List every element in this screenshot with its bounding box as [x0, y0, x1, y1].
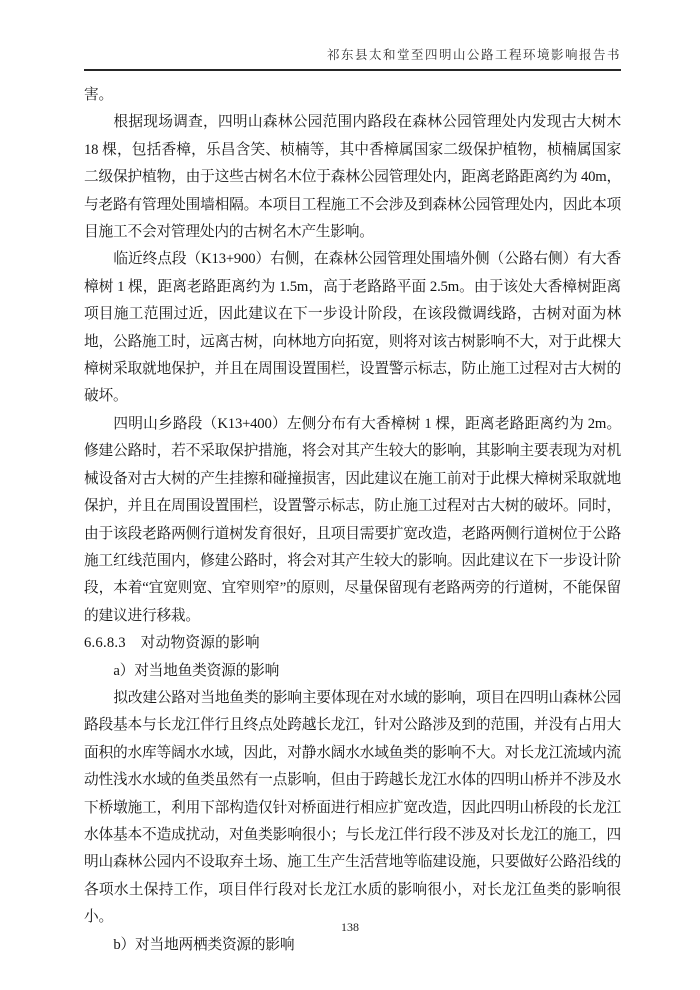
paragraph: 根据现场调查，四明山森林公园范围内路段在森林公园管理处内发现古大树木 18 棵，包括香樟，乐昌含笑、桢楠等，其中香樟属国家二级保护植物，桢楠属国家二级保护植物，由于这些古树名木位于森林公园管理处内，距离老路距离约为 40m，与老路有管理处围墙相隔。本项目工程施工不会涉及到森林公园管理处内，因此本项目施工不会对管理处内的古树名木产生影响。: [84, 114, 621, 241]
page-number: 138: [341, 920, 359, 934]
section-heading: 6.6.8.3 对动物资源的影响: [84, 635, 260, 652]
document-body: [84, 82, 621, 959]
paragraph: 四明山乡路段（K13+400）左侧分布有大香樟树 1 棵，距离老路距离约为 2m。修建公路时，若不采取保护措施，将会对其产生较大的影响，其影响主要表现为对机械设备对古大树的产生挂擦和碰撞损害，因此建议在施工前对于此棵大樟树采取就地保护，并且在周围设置围栏，设置警示标志，防止施工过程对古大树的破坏。同时，由于该段老路两侧行道树发育很好，且项目需要扩宽改造，老路两侧行道树位于公路施工红线范围内，修建公路时，将会对其产生较大的影响。因此建议在下一步设计阶段，本着“宜宽则宽、宜窄则窄”的原则，尽量保留现有老路两旁的行道树，不能保留的建议进行移栽。: [84, 415, 621, 624]
header-divider: [84, 69, 621, 71]
paragraph: 临近终点段（K13+900）右侧，在森林公园管理处围墙外侧（公路右侧）有大香樟树 1 棵，距离老路距离约为 1.5m，高于老路路平面 2.5m。由于该处大香樟树距离项目施工范围过近，因此建议在下一步设计阶段，在该段微调线路，古树对面为林地，公路施工时，远离古树，向林地方向拓宽，则将对该古树影响不大，对于此棵大樟树采取就地保护，并且在周围设置围栏，设置警示标志，防止施工过程对古大树的破坏。: [84, 251, 621, 405]
paragraph: 拟改建公路对当地鱼类的影响主要体现在对水域的影响，项目在四明山森林公园路段基本与长龙江伴行且终点处跨越长龙江，针对公路涉及到的范围，并没有占用大面积的水库等阔水水域，因此，对静水阔水水域鱼类的影响不大。对长龙江流域内流动性浅水水域的鱼类虽然有一点影响，但由于跨越长龙江水体的四明山桥并不涉及水下桥墩施工，利用下部构造仅针对桥面进行相应扩宽改造，因此四明山桥段的长龙江水体基本不造成扰动，对鱼类影响很小；与长龙江伴行段不涉及对长龙江的施工，四明山森林公园内不设取弃土场、施工生产生活营地等临建设施，只要做好公路沿线的各项水土保持工作，项目伴行段对长龙江水质的影响很小，对长龙江鱼类的影响很小。: [84, 689, 621, 926]
page-footer: [0, 920, 700, 935]
paragraph-continuation: 害。: [84, 87, 113, 103]
running-header: [84, 45, 621, 63]
sub-heading-a: a）对当地鱼类资源的影响: [113, 662, 280, 679]
sub-heading-b: b）对当地两栖类资源的影响: [113, 936, 295, 953]
header-title: 祁东县太和堂至四明山公路工程环境影响报告书: [326, 48, 621, 62]
